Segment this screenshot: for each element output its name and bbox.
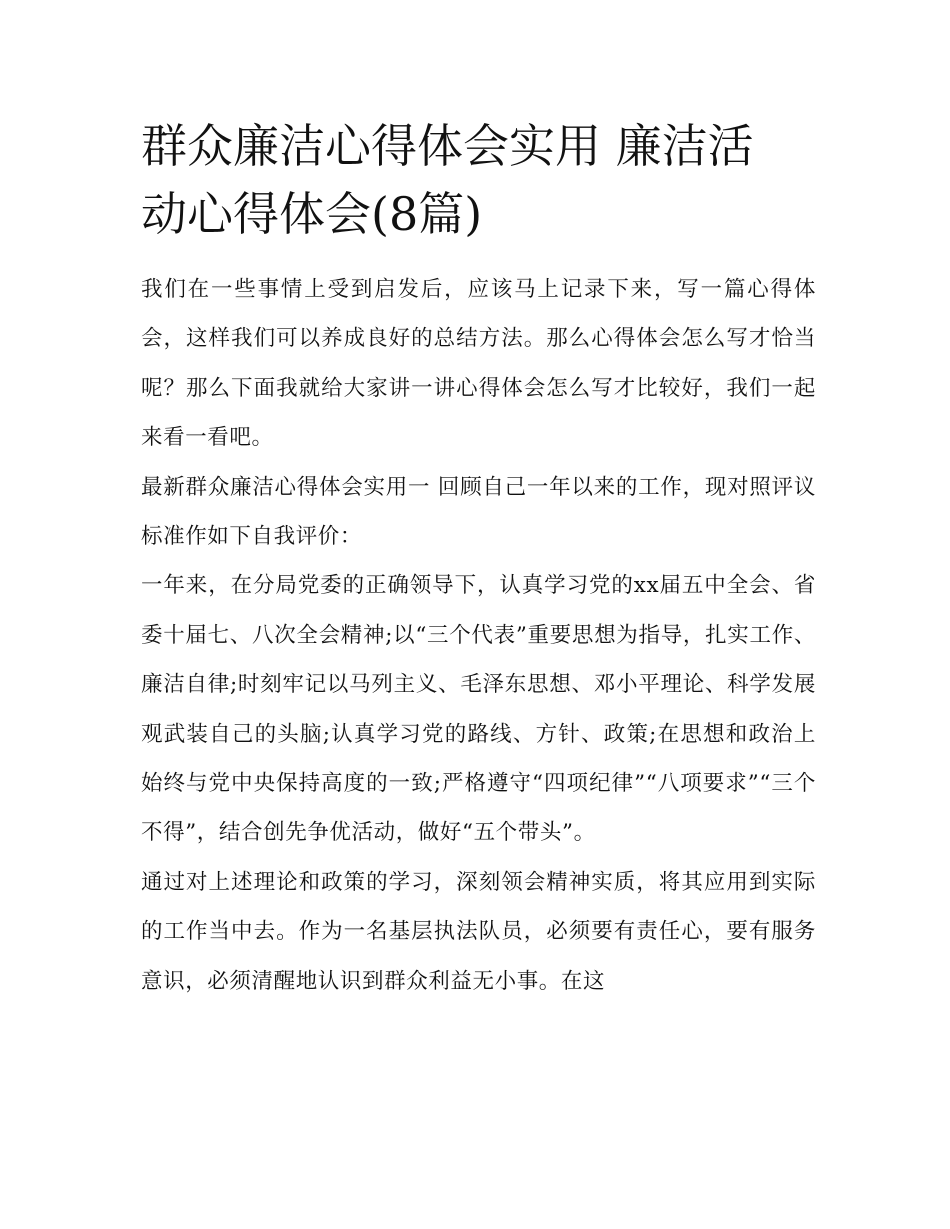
paragraph-study: 通过对上述理论和政策的学习，深刻领会精神实质，将其应用到实际的工作当中去。作为一名基层执法队员，必须要有责任心，要有服务意识，必须清醒地认识到群众利益无小事。在这 [141,869,816,994]
paragraph-intro: 我们在一些事情上受到启发后，应该马上记录下来，写一篇心得体会，这样我们可以养成良好的总结方法。那么心得体会怎么写才恰当呢？那么下面我就给大家讲一讲心得体会怎么写才比较好，我们一起来看一看吧。 [141,277,816,451]
title-line-2: 动心得体会(8篇) [141,187,483,241]
paragraph-section-one: 最新群众廉洁心得体会实用一 回顾自己一年以来的工作，现对照评议标准作如下自我评价： [141,474,816,550]
document-page [141,112,816,1006]
document-title [141,112,816,248]
title-line-1: 群众廉洁心得体会实用 廉洁活 [141,119,754,173]
paragraph-review: 一年来，在分局党委的正确领导下，认真学习党的xx届五中全会、省委十届七、八次全会精神;以“三个代表”重要思想为指导，扎实工作、廉洁自律;时刻牢记以马列主义、毛泽东思想、邓小平理论、科学发展观武装自己的头脑;认真学习党的路线、方针、政策;在思想和政治上始终与党中央保持高度的一致;严格遵守“四项纪律”“八项要求”“三个不得”，结合创先争优活动，做好“五个带头”。 [141,573,816,846]
